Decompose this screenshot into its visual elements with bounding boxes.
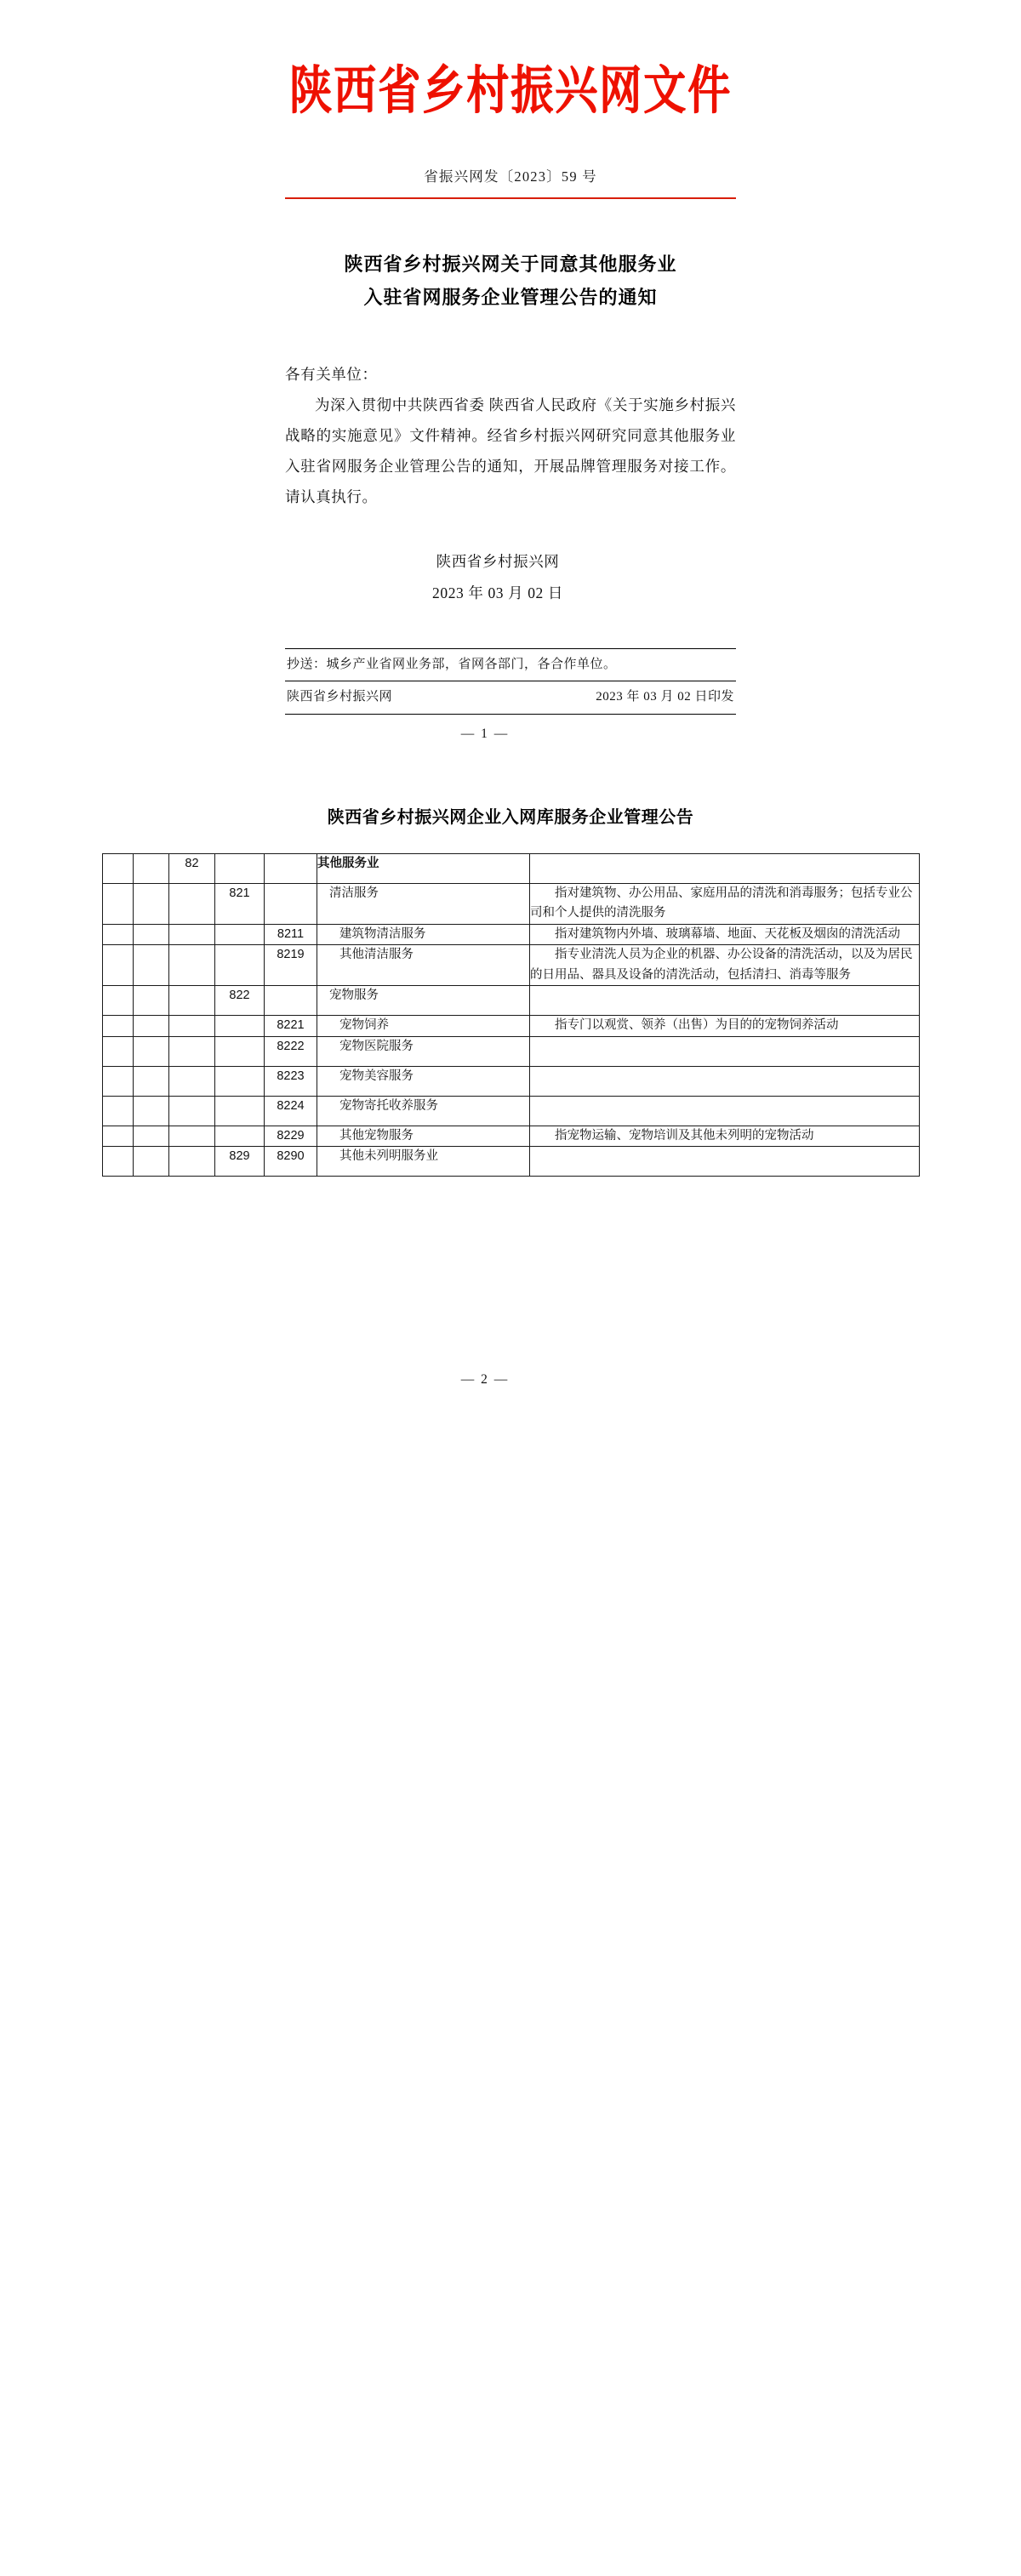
table-cell-name <box>317 883 530 924</box>
table-row <box>103 924 920 944</box>
table-cell-code-3 <box>169 883 215 924</box>
table-cell-code-1 <box>103 945 134 986</box>
masthead-title: 陕西省乡村振兴网文件 <box>289 61 732 120</box>
table-row <box>103 883 920 924</box>
category-description <box>530 1067 919 1096</box>
document-footer <box>285 648 736 742</box>
table-cell-code-5: 8223 <box>265 1066 317 1096</box>
table-cell-code-2 <box>134 986 169 1016</box>
table-cell-description <box>530 1016 920 1036</box>
signature-organization: 陕西省乡村振兴网 <box>436 553 560 571</box>
table-cell-code-4 <box>215 1016 265 1036</box>
red-separator-rule <box>285 197 736 200</box>
table-cell-code-4: 821 <box>215 883 265 924</box>
table-cell-name <box>317 924 530 944</box>
table-cell-code-1 <box>103 883 134 924</box>
signature-date: 2023 年 03 月 02 日 <box>432 584 563 602</box>
classification-table-wrapper <box>85 853 936 1177</box>
table-cell-description <box>530 924 920 944</box>
table-cell-code-5 <box>265 853 317 883</box>
table-cell-code-3 <box>169 924 215 944</box>
table-cell-name <box>317 1126 530 1146</box>
footer-issuer-row <box>285 681 736 714</box>
body-paragraph: 为深入贯彻中共陕西省委 陕西省人民政府《关于实施乡村振兴战略的实施意见》文件精神。经省乡村振兴网研究同意其他服务业入驻省网服务企业管理公告的通知，开展品牌管理服务对接工作。请认真执行。 <box>285 396 736 505</box>
table-cell-code-2 <box>134 1066 169 1096</box>
category-description: 指专门以观赏、领养（出售）为目的的宠物饲养活动 <box>555 1018 839 1033</box>
table-cell-code-4 <box>215 945 265 986</box>
table-cell-code-2 <box>134 1096 169 1126</box>
category-description: 指专业清洗人员为企业的机器、办公设备的清洗活动，以及为居民的日用品、器具及设备的清洗活动，包括清扫、消毒等服务 <box>530 948 913 982</box>
category-description: 指对建筑物内外墙、玻璃幕墙、地面、天花板及烟囱的清洗活动 <box>555 926 900 941</box>
table-cell-code-2 <box>134 853 169 883</box>
category-name: 其他未列明服务业 <box>339 1149 438 1164</box>
category-description: 指宠物运输、宠物培训及其他未列明的宠物活动 <box>555 1128 814 1143</box>
table-cell-code-1 <box>103 853 134 883</box>
table-cell-code-4 <box>215 853 265 883</box>
footer-issue-date: 2023 年 03 月 02 日印发 <box>596 690 734 704</box>
table-cell-code-5: 8222 <box>265 1036 317 1066</box>
document-number: 省振兴网发〔2023〕59 号 <box>424 168 597 185</box>
table-cell-code-4 <box>215 1096 265 1126</box>
table-cell-code-1 <box>103 1016 134 1036</box>
table-cell-description <box>530 853 920 883</box>
table-cell-name <box>317 853 530 883</box>
footer-issuer: 陕西省乡村振兴网 <box>287 690 393 704</box>
table-cell-code-3 <box>169 1066 215 1096</box>
table-cell-code-2 <box>134 924 169 944</box>
footer-distribution-text: 抄送：城乡产业省网业务部，省网各部门，各合作单位。 <box>287 657 617 671</box>
table-cell-code-2 <box>134 883 169 924</box>
table-row <box>103 1096 920 1126</box>
table-cell-code-1 <box>103 1036 134 1066</box>
masthead <box>0 0 1021 120</box>
table-cell-code-1 <box>103 1096 134 1126</box>
table-cell-code-1 <box>103 1126 134 1146</box>
category-description <box>530 986 919 1015</box>
category-description <box>530 1037 919 1066</box>
category-name: 其他清洁服务 <box>339 948 414 962</box>
document-title <box>0 248 1021 314</box>
document-number-row <box>0 165 1021 185</box>
table-cell-code-3 <box>169 1096 215 1126</box>
table-cell-description <box>530 1036 920 1066</box>
table-cell-code-5: 8224 <box>265 1096 317 1126</box>
table-cell-code-3: 82 <box>169 853 215 883</box>
table-cell-code-4 <box>215 1066 265 1096</box>
table-cell-code-5: 8219 <box>265 945 317 986</box>
table-cell-code-5: 8290 <box>265 1147 317 1177</box>
signature-block <box>285 546 736 609</box>
category-name: 宠物寄托收养服务 <box>339 1098 438 1113</box>
table-cell-name <box>317 1036 530 1066</box>
classification-table-body <box>103 853 920 1176</box>
table-cell-code-1 <box>103 1147 134 1177</box>
table-cell-name <box>317 1016 530 1036</box>
table-row <box>103 1066 920 1096</box>
table-cell-code-1 <box>103 924 134 944</box>
table-cell-name <box>317 986 530 1016</box>
attachment-heading: 陕西省乡村振兴网企业入网库服务企业管理公告 <box>327 807 694 827</box>
table-cell-code-3 <box>169 1016 215 1036</box>
category-description <box>530 854 919 883</box>
category-name: 其他宠物服务 <box>339 1128 414 1143</box>
table-row <box>103 853 920 883</box>
footer-rule-bottom <box>285 714 736 715</box>
table-row <box>103 945 920 986</box>
table-cell-code-2 <box>134 1036 169 1066</box>
classification-table <box>102 853 920 1177</box>
table-cell-code-5: 8221 <box>265 1016 317 1036</box>
table-cell-code-3 <box>169 1036 215 1066</box>
category-name: 宠物饲养 <box>339 1018 389 1033</box>
table-cell-code-2 <box>134 945 169 986</box>
table-cell-code-4 <box>215 1126 265 1146</box>
table-cell-code-5: 8229 <box>265 1126 317 1146</box>
table-row <box>103 1126 920 1146</box>
table-cell-description <box>530 986 920 1016</box>
table-cell-code-4: 829 <box>215 1147 265 1177</box>
table-cell-code-1 <box>103 986 134 1016</box>
document-body <box>285 360 736 512</box>
page-number-1: — 1 — <box>460 726 510 741</box>
table-cell-name <box>317 1066 530 1096</box>
bottom-spacer <box>0 1422 1021 1456</box>
table-row <box>103 1147 920 1177</box>
category-name: 宠物服务 <box>329 989 379 1003</box>
table-cell-code-5 <box>265 986 317 1016</box>
category-description <box>530 1147 919 1176</box>
table-cell-description <box>530 1147 920 1177</box>
table-row <box>103 986 920 1016</box>
table-cell-code-2 <box>134 1016 169 1036</box>
table-row <box>103 1036 920 1066</box>
table-row <box>103 1016 920 1036</box>
document-title-line-2: 入驻省网服务企业管理公告的通知 <box>363 286 658 308</box>
category-name: 清洁服务 <box>329 886 379 900</box>
table-cell-code-3 <box>169 1147 215 1177</box>
salutation: 各有关单位： <box>285 366 378 383</box>
table-cell-code-5: 8211 <box>265 924 317 944</box>
footer-distribution-row <box>285 649 736 681</box>
table-cell-code-2 <box>134 1126 169 1146</box>
table-cell-code-4 <box>215 1036 265 1066</box>
table-cell-description <box>530 1096 920 1126</box>
table-cell-name <box>317 1096 530 1126</box>
table-cell-code-3 <box>169 1126 215 1146</box>
table-cell-name <box>317 1147 530 1177</box>
category-name: 宠物医院服务 <box>339 1039 414 1053</box>
category-name: 建筑物清洁服务 <box>339 926 426 941</box>
table-cell-code-4 <box>215 924 265 944</box>
table-cell-code-3 <box>169 945 215 986</box>
table-cell-name <box>317 945 530 986</box>
table-cell-description <box>530 1126 920 1146</box>
table-cell-description <box>530 945 920 986</box>
category-name: 其他服务业 <box>317 856 379 870</box>
document-title-line-1: 陕西省乡村振兴网关于同意其他服务业 <box>344 254 677 275</box>
table-cell-code-2 <box>134 1147 169 1177</box>
document-page-1 <box>0 0 1021 742</box>
page-number-2: — 2 — <box>460 1372 510 1388</box>
table-cell-code-1 <box>103 1066 134 1096</box>
table-cell-code-3 <box>169 986 215 1016</box>
table-cell-code-4: 822 <box>215 986 265 1016</box>
table-cell-code-5 <box>265 883 317 924</box>
category-name: 宠物美容服务 <box>339 1069 414 1083</box>
document-page-2 <box>0 803 1021 1456</box>
category-description: 指对建筑物、办公用品、家庭用品的清洗和消毒服务；包括专业公司和个人提供的清洗服务 <box>530 886 913 920</box>
category-description <box>530 1097 919 1126</box>
table-cell-description <box>530 1066 920 1096</box>
table-cell-description <box>530 883 920 924</box>
